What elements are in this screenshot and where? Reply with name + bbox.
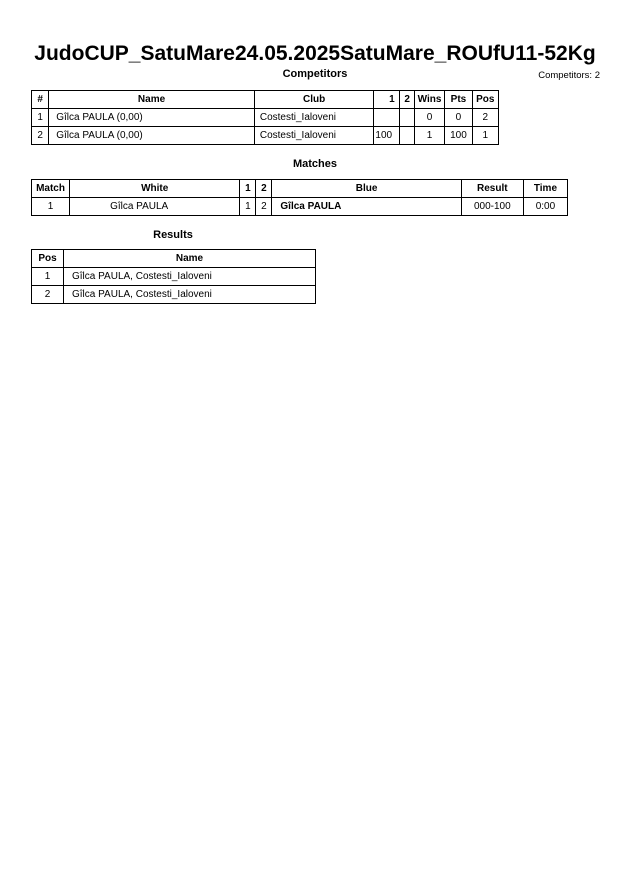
table-row: [32, 109, 499, 127]
competitor-score-vs-1: [374, 109, 399, 127]
col-header-points: Pts: [445, 91, 472, 109]
competitor-score-vs-1: 100: [374, 127, 399, 145]
competitor-position: 2: [472, 109, 498, 127]
result-position: 1: [32, 268, 64, 286]
competitor-score-vs-2: [399, 109, 414, 127]
competitors-count: Competitors: 2: [538, 70, 600, 81]
col-header-slot-1: 1: [240, 180, 256, 198]
col-header-number: #: [32, 91, 49, 109]
competitors-caption: Competitors: [282, 68, 348, 80]
competitor-points: 100: [445, 127, 472, 145]
match-time: 0:00: [523, 198, 567, 216]
table-row: [32, 286, 316, 304]
page-title: [0, 42, 630, 66]
match-blue-slot: 2: [256, 198, 272, 216]
col-header-slot-2: 2: [256, 180, 272, 198]
col-header-white: White: [70, 180, 240, 198]
results-caption: Results: [153, 229, 193, 241]
result-position: 2: [32, 286, 64, 304]
title-category: fU11-52Kg: [493, 42, 596, 65]
col-header-match: Match: [32, 180, 70, 198]
col-header-wins: Wins: [414, 91, 444, 109]
match-result: 000-100: [461, 198, 523, 216]
col-header-result: Result: [461, 180, 523, 198]
result-name: Gîlca PAULA, Costesti_Ialoveni: [64, 268, 316, 286]
competitor-wins: 1: [414, 127, 444, 145]
col-header-blue: Blue: [272, 180, 461, 198]
match-white-name: Gîlca PAULA: [70, 198, 240, 216]
matches-caption: Matches: [292, 158, 338, 170]
competitor-name: Gîlca PAULA (0,00): [49, 127, 255, 145]
result-name: Gîlca PAULA, Costesti_Ialoveni: [64, 286, 316, 304]
title-location: SatuMare_ROU: [340, 42, 493, 65]
table-row: [32, 198, 568, 216]
col-header-position: Pos: [472, 91, 498, 109]
table-row: [32, 268, 316, 286]
matches-table: [31, 179, 568, 216]
results-table: [31, 249, 316, 304]
competitor-points: 0: [445, 109, 472, 127]
title-event: JudoCUP_SatuMare: [34, 42, 235, 65]
col-header-position: Pos: [32, 250, 64, 268]
competitors-table: [31, 90, 499, 145]
competitor-club: Costesti_Ialoveni: [254, 127, 374, 145]
match-blue-name: Gîlca PAULA: [272, 198, 461, 216]
col-header-time: Time: [523, 180, 567, 198]
col-header-name: Name: [64, 250, 316, 268]
table-header-row: [32, 250, 316, 268]
competitor-position: 1: [472, 127, 498, 145]
title-date: 24.05.2025: [235, 42, 341, 65]
competitor-wins: 0: [414, 109, 444, 127]
table-row: [32, 127, 499, 145]
col-header-name: Name: [49, 91, 255, 109]
competitor-club: Costesti_Ialoveni: [254, 109, 374, 127]
col-header-round-2: 2: [399, 91, 414, 109]
table-header-row: [32, 180, 568, 198]
competitor-number: 1: [32, 109, 49, 127]
match-number: 1: [32, 198, 70, 216]
competitor-score-vs-2: [399, 127, 414, 145]
match-white-slot: 1: [240, 198, 256, 216]
col-header-club: Club: [254, 91, 374, 109]
competitor-number: 2: [32, 127, 49, 145]
col-header-round-1: 1: [374, 91, 399, 109]
table-header-row: [32, 91, 499, 109]
competitor-name: Gîlca PAULA (0,00): [49, 109, 255, 127]
